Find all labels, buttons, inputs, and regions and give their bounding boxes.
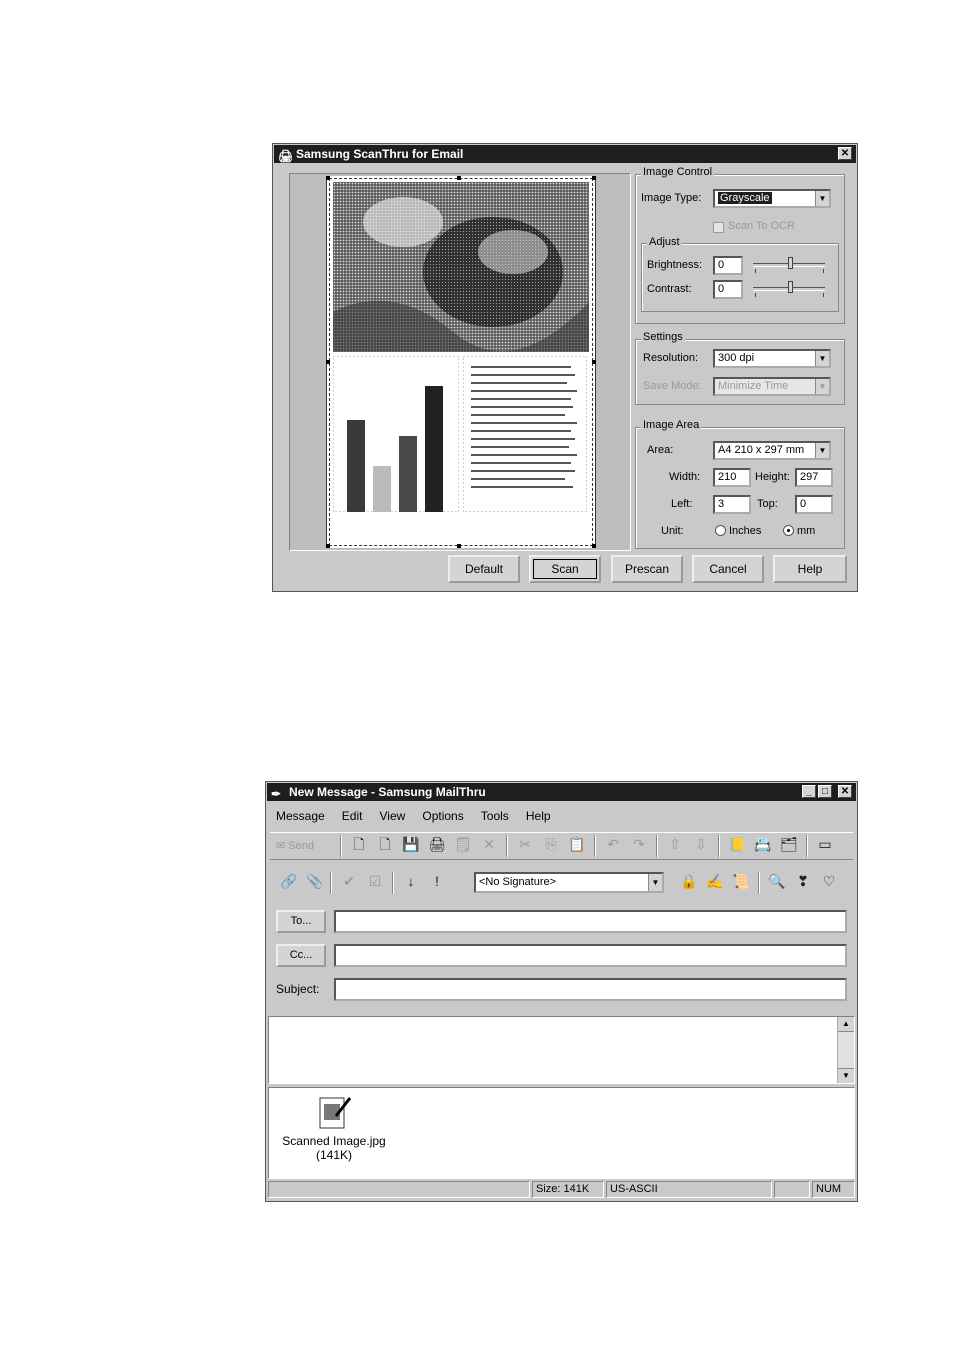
close-icon[interactable]: ✕ [838,785,852,798]
preview-bar-graphic [333,356,459,512]
chevron-down-icon[interactable]: ▼ [815,379,829,394]
preview-text-block [463,356,587,512]
selection-handle[interactable] [326,360,330,364]
chevron-down-icon[interactable]: ▼ [648,874,662,891]
chevron-down-icon[interactable]: ▼ [815,443,829,458]
adjust-label: Adjust [649,236,680,248]
selection-handle[interactable] [326,544,330,548]
close-icon[interactable]: ✕ [838,147,852,160]
menu-edit[interactable]: Edit [341,809,363,823]
status-num: NUM [812,1181,855,1198]
cc-input[interactable] [334,944,847,967]
image-type-select[interactable] [713,189,831,208]
brightness-label: Brightness: [647,259,703,271]
brightness-slider[interactable] [753,256,825,272]
sign-icon[interactable]: ✍ [706,873,724,889]
preview-panel [289,173,631,551]
next-message-icon[interactable]: ⇩ [695,836,707,852]
top-input[interactable] [795,495,833,514]
brightness-input[interactable] [713,256,743,275]
width-label: Width: [669,471,701,483]
scrollbar[interactable] [837,1017,854,1083]
contacts-icon[interactable]: 📇 [754,836,772,852]
mail-window [265,781,858,1202]
status-blank [268,1181,530,1198]
area-label: Area: [647,444,674,456]
save-icon[interactable]: 💾 [402,836,420,852]
paperclip-icon[interactable]: 📎 [306,873,324,889]
scroll-up-icon[interactable]: ▲ [838,1017,854,1032]
selection-handle[interactable] [592,176,596,180]
left-input[interactable] [713,495,751,514]
contrast-input[interactable] [713,280,743,299]
height-input[interactable] [795,468,833,487]
subject-label: Subject: [276,982,320,996]
image-type-label: Image Type: [641,192,702,204]
low-priority-icon[interactable]: ↓ [407,873,415,889]
maximize-icon[interactable]: □ [818,785,832,798]
scanner-icon: 🖨 [278,149,294,163]
scan-dialog-titlebar[interactable] [274,145,856,163]
main-toolbar [270,832,853,860]
save-mode-select[interactable] [713,377,831,396]
status-blank-2 [774,1181,810,1198]
image-file-icon [314,1094,354,1134]
adjust-group [641,243,839,312]
area-value: A4 210 x 297 mm [718,444,805,456]
unit-mm-label: mm [797,525,816,537]
status-encoding: US-ASCII [606,1181,772,1198]
selection-handle[interactable] [457,176,461,180]
help-button[interactable]: Help [773,555,847,583]
prescan-button[interactable]: Prescan [611,555,683,583]
image-type-value: Grayscale [720,192,770,204]
image-control-label: Image Control [643,166,713,178]
preview-icon[interactable]: 🔍 [768,873,786,889]
message-body[interactable] [268,1016,855,1084]
resolution-label: Resolution: [643,352,699,364]
heart-icon[interactable]: ♡ [822,873,836,889]
unit-inches-label: Inches [729,525,762,537]
redo-icon[interactable]: ↷ [633,836,645,852]
selection-handle[interactable] [592,360,596,364]
menu-tools[interactable]: Tools [480,809,509,823]
to-button[interactable]: To... [276,910,326,933]
unit-label: Unit: [661,525,684,537]
menu-help[interactable]: Help [525,809,551,823]
delete-icon[interactable]: ✕ [483,836,495,852]
selection-handle[interactable] [592,544,596,548]
scan-button[interactable]: Scan [529,555,601,583]
preview-photo [333,182,589,352]
certificate-icon[interactable]: 📜 [732,873,750,889]
paste-icon[interactable]: 📋 [568,836,586,852]
print-icon[interactable]: 🖨 [428,836,446,852]
top-label: Top: [757,498,778,510]
cc-button[interactable]: Cc... [276,944,326,967]
width-value: 210 [718,471,737,483]
undo-icon[interactable]: ↶ [607,836,619,852]
menu-options[interactable]: Options [422,809,464,823]
top-value: 0 [800,498,807,510]
previous-message-icon[interactable]: ⇧ [669,836,681,852]
attach-file-icon[interactable]: 🔗 [280,873,298,889]
scroll-down-icon[interactable]: ▼ [838,1068,854,1083]
selection-handle[interactable] [457,544,461,548]
cancel-button[interactable]: Cancel [692,555,764,583]
high-priority-icon[interactable]: ! [435,873,439,889]
resolution-select[interactable] [713,349,831,368]
unit-mm-radio[interactable] [783,525,794,536]
save-mode-label: Save Mode: [643,380,702,392]
format-toolbar [270,870,853,896]
check-names-icon[interactable]: ☑ [368,873,382,889]
preview-page[interactable] [326,176,596,548]
default-button[interactable]: Default [448,555,520,583]
height-value: 297 [800,471,819,483]
resolution-value: 300 dpi [718,352,755,364]
folder-properties-icon[interactable]: 🗂 [780,836,798,852]
attachment-name: Scanned Image.jpg [282,1134,386,1148]
new-document-icon[interactable]: 🗋 [353,836,365,852]
mail-window-title: New Message - Samsung MailThru [289,785,486,799]
menu-message[interactable]: Message [276,809,325,823]
brightness-value: 0 [718,259,725,271]
mail-window-titlebar[interactable] [267,783,856,801]
attachment-pane [268,1087,855,1179]
signature-value: <No Signature> [479,876,557,888]
scan-to-ocr-label: Scan To OCR [728,220,796,232]
contrast-label: Contrast: [647,283,692,295]
properties-icon[interactable]: 🗒 [454,836,472,852]
status-size: Size: 141K [532,1181,604,1198]
send-icon: ✉ [276,840,286,852]
scan-to-ocr-checkbox[interactable] [713,222,724,233]
scan-dialog [272,143,858,592]
unit-inches-radio[interactable] [715,525,726,536]
signature-select[interactable] [474,872,664,893]
attachment-size: (141K) [315,1148,353,1162]
subject-input[interactable] [334,978,847,1001]
attachment-item[interactable] [275,1094,393,1174]
width-input[interactable] [713,468,751,487]
window-icon[interactable]: ▭ [818,836,832,852]
contrast-value: 0 [718,283,725,295]
menu-bar [276,807,565,825]
scan-dialog-title: Samsung ScanThru for Email [296,147,464,161]
save-mode-value: Minimize Time [718,380,789,392]
height-label: Height: [755,471,790,483]
area-select[interactable] [713,441,831,460]
chevron-down-icon[interactable]: ▼ [815,351,829,366]
send-button[interactable] [276,835,336,857]
send-label: Send [288,840,314,852]
cut-icon[interactable]: ✂ [519,836,531,852]
left-value: 3 [718,498,725,510]
address-book-icon[interactable]: 📒 [728,836,746,852]
open-document-icon[interactable]: 🗋 [379,836,391,852]
copy-icon[interactable]: ⎘ [545,836,557,852]
spell-check-icon[interactable]: ✔ [343,873,355,889]
encrypt-icon[interactable]: 🔒 [680,873,698,889]
chevron-down-icon[interactable]: ▼ [815,191,829,206]
left-label: Left: [671,498,693,510]
status-bar [268,1181,855,1198]
selection-handle[interactable] [326,176,330,180]
contrast-slider[interactable] [753,280,825,296]
minimize-icon[interactable]: _ [802,785,816,798]
to-input[interactable] [334,910,847,933]
tag-icon[interactable]: ❣ [797,873,809,889]
image-area-label: Image Area [643,419,700,431]
menu-view[interactable]: View [379,809,406,823]
settings-label: Settings [643,331,683,343]
mail-icon: ✒ [271,787,282,801]
